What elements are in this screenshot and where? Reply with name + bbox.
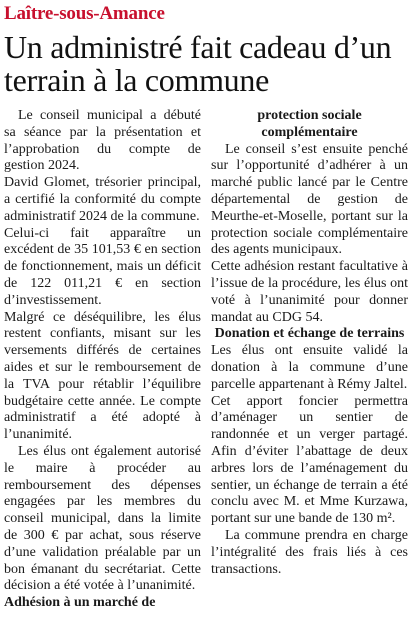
paragraph-seance: Le conseil municipal a débuté sa séance par la présentation et l’approbation du compte de gestion 2024. [4, 108, 201, 174]
paragraph-marche-public: Le conseil s’est ensuite penché sur l’opportunité d’adhérer à un marché public lancé par le Centre départemental de gestion de Meurthe-et-Moselle, portant sur la protection sociale complémentaire des agents municipaux. [211, 141, 408, 258]
subheading-donation: Donation et échange de terrains [214, 326, 405, 342]
right-column [211, 108, 408, 630]
paragraph-desequilibre: Malgré ce déséquilibre, les élus restent confiants, misant sur les versements différés de certaines aides et sur le remboursement de la TVA pour rétablir l’équilibre budgétaire cette année. Le compte administratif a été adopté à l’unanimité. [4, 309, 201, 443]
paragraph-remboursement: Les élus ont également autorisé le maire à procéder au remboursement des dépenses engagées par les membres du conseil municipal, dans la limite de 300 € par achat, sous réserve d’une validation préalable par un bon émanant du secrétariat. Cette décision a été votée à l’unanimité. [4, 443, 201, 594]
paragraph-cdg54: Cette adhésion restant facultative à l’issue de la procédure, les élus ont voté à l’unanimité pour donner mandat au CDG 54. [211, 259, 408, 325]
left-column [4, 108, 201, 630]
subheading-adhesion: Adhésion à un marché de [4, 595, 156, 611]
paragraph-tresorier: David Glomet, trésorier principal, a certifié la conformité du compte administratif 2024 de la commune. [4, 175, 201, 224]
paragraph-excedent: Celui-ci fait apparaître un excédent de 35 101,53 € en section de fonctionnement, mais un déficit de 122 011,21 € en section d’investissement. [4, 225, 201, 308]
article-body [4, 108, 408, 630]
paragraph-donation: Les élus ont ensuite validé la donation à la commune d’une parcelle appartenant à Rémy Jaltel. [211, 343, 408, 392]
article-headline: Un administré fait cadeau d’un terrain à la commune [4, 29, 392, 98]
article-kicker: Laître-sous-Amance [4, 3, 165, 24]
subheading-protection-sociale: protection sociale complémentaire [257, 108, 362, 140]
paragraph-sentier: Cet apport foncier permettra d’aménager un sentier de randonnée et un verger partagé. Afin d’éviter l’abattage de deux arbres lors de l’aménagement du sentier, un échange de terrain a été conclu avec M. et Mme Kurzawa, portant sur une bande de 130 m². [211, 393, 408, 527]
paragraph-frais: La commune prendra en charge l’intégralité des frais liés à ces transactions. [211, 527, 408, 577]
